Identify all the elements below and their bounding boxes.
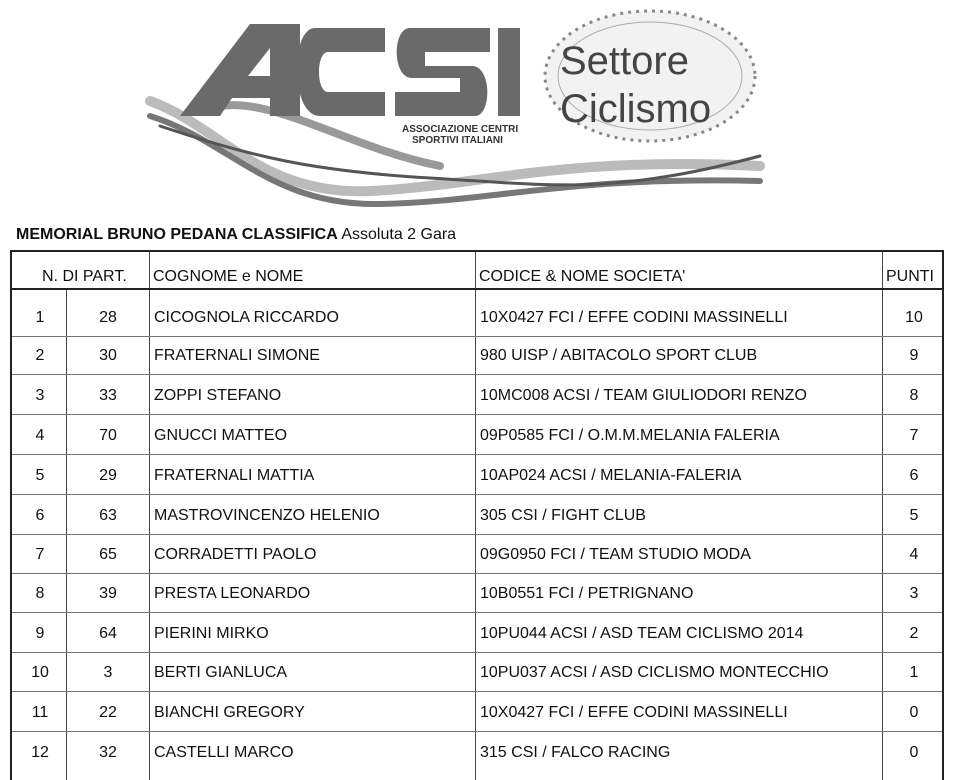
header-club: CODICE & NOME SOCIETA' xyxy=(479,268,686,285)
table-row xyxy=(12,498,942,538)
participant-number-cell: 70 xyxy=(99,427,117,444)
table-row xyxy=(12,576,942,616)
name-cell: MASTROVINCENZO HELENIO xyxy=(154,507,380,524)
table-row xyxy=(12,458,942,498)
table-row xyxy=(12,735,942,775)
club-cell: 10PU044 ACSI / ASD TEAM CICLISMO 2014 xyxy=(480,625,804,642)
table-row xyxy=(12,418,942,458)
club-cell: 10B0551 FCI / PETRIGNANO xyxy=(480,585,694,602)
title-normal: Assoluta 2 Gara xyxy=(337,226,457,243)
points-cell: 2 xyxy=(909,625,919,642)
club-cell: 09P0585 FCI / O.M.M.MELANIA FALERIA xyxy=(480,427,780,444)
club-cell: 305 CSI / FIGHT CLUB xyxy=(480,507,646,524)
participant-number-cell: 65 xyxy=(99,546,117,563)
participant-number-cell: 63 xyxy=(99,507,117,524)
name-cell: BERTI GIANLUCA xyxy=(154,664,288,681)
table-row xyxy=(12,338,942,378)
points-cell: 4 xyxy=(909,546,919,563)
row-divider xyxy=(12,691,942,692)
participant-number-cell: 64 xyxy=(99,625,117,642)
position-cell: 11 xyxy=(31,704,49,721)
row-divider xyxy=(12,374,942,375)
points-cell: 0 xyxy=(909,704,919,721)
row-divider xyxy=(12,612,942,613)
position-cell: 9 xyxy=(35,625,45,642)
row-divider xyxy=(12,454,942,455)
row-divider xyxy=(12,731,942,732)
title-bold: MEMORIAL BRUNO PEDANA CLASSIFICA xyxy=(16,226,338,243)
position-cell: 3 xyxy=(35,387,45,404)
row-divider xyxy=(12,494,942,495)
table-row xyxy=(12,655,942,695)
participant-number-cell: 30 xyxy=(99,347,117,364)
name-cell: CASTELLI MARCO xyxy=(154,744,294,761)
name-cell: PIERINI MIRKO xyxy=(154,625,269,642)
row-divider xyxy=(12,652,942,653)
page-title xyxy=(16,226,456,244)
name-cell: GNUCCI MATTEO xyxy=(154,427,288,444)
results-table xyxy=(10,250,944,780)
club-cell: 10X0427 FCI / EFFE CODINI MASSINELLI xyxy=(480,309,788,326)
row-divider xyxy=(12,414,942,415)
name-cell: CICOGNOLA RICCARDO xyxy=(154,309,339,326)
badge-line-2: Ciclismo xyxy=(560,87,712,131)
position-cell: 10 xyxy=(31,664,49,681)
position-cell: 12 xyxy=(31,744,49,761)
club-cell: 10MC008 ACSI / TEAM GIULIODORI RENZO xyxy=(480,387,807,404)
row-divider xyxy=(12,573,942,574)
participant-number-cell: 32 xyxy=(99,744,117,761)
name-cell: ZOPPI STEFANO xyxy=(154,387,282,404)
participant-number-cell: 39 xyxy=(99,585,117,602)
acsi-settore-ciclismo-logo xyxy=(140,6,770,216)
points-cell: 10 xyxy=(905,309,923,326)
participant-number-cell: 28 xyxy=(99,309,117,326)
header-part: N. DI PART. xyxy=(42,268,127,285)
club-cell: 10AP024 ACSI / MELANIA-FALERIA xyxy=(480,467,742,484)
logo-subtitle-1: ASSOCIAZIONE CENTRI xyxy=(402,124,519,135)
badge-line-1: Settore xyxy=(560,39,689,83)
header-name: COGNOME e NOME xyxy=(153,268,304,285)
header-divider xyxy=(12,288,942,290)
club-cell: 09G0950 FCI / TEAM STUDIO MODA xyxy=(480,546,751,563)
participant-number-cell: 22 xyxy=(99,704,117,721)
participant-number-cell: 3 xyxy=(103,664,113,681)
club-cell: 10X0427 FCI / EFFE CODINI MASSINELLI xyxy=(480,704,788,721)
name-cell: FRATERNALI SIMONE xyxy=(154,347,320,364)
name-cell: FRATERNALI MATTIA xyxy=(154,467,315,484)
table-row xyxy=(12,378,942,418)
name-cell: CORRADETTI PAOLO xyxy=(154,546,317,563)
table-row xyxy=(12,695,942,735)
row-divider xyxy=(12,336,942,337)
name-cell: BIANCHI GREGORY xyxy=(154,704,305,721)
logo-subtitle-2: SPORTIVI ITALIANI xyxy=(412,135,503,146)
points-cell: 9 xyxy=(909,347,919,364)
row-divider xyxy=(12,534,942,535)
points-cell: 3 xyxy=(909,585,919,602)
points-cell: 0 xyxy=(909,744,919,761)
table-row xyxy=(12,537,942,577)
table-row xyxy=(12,616,942,656)
club-cell: 980 UISP / ABITACOLO SPORT CLUB xyxy=(480,347,758,364)
club-cell: 10PU037 ACSI / ASD CICLISMO MONTECCHIO xyxy=(480,664,829,681)
position-cell: 4 xyxy=(35,427,45,444)
points-cell: 6 xyxy=(909,467,919,484)
position-cell: 8 xyxy=(35,585,45,602)
position-cell: 7 xyxy=(35,546,45,563)
participant-number-cell: 33 xyxy=(99,387,117,404)
points-cell: 5 xyxy=(909,507,919,524)
header-points: PUNTI xyxy=(886,268,934,285)
position-cell: 5 xyxy=(35,467,45,484)
table-row xyxy=(12,300,942,340)
points-cell: 7 xyxy=(909,427,919,444)
club-cell: 315 CSI / FALCO RACING xyxy=(480,744,671,761)
name-cell: PRESTA LEONARDO xyxy=(154,585,311,602)
points-cell: 1 xyxy=(909,664,919,681)
position-cell: 6 xyxy=(35,507,45,524)
points-cell: 8 xyxy=(909,387,919,404)
participant-number-cell: 29 xyxy=(99,467,117,484)
position-cell: 1 xyxy=(35,309,45,326)
position-cell: 2 xyxy=(35,347,45,364)
